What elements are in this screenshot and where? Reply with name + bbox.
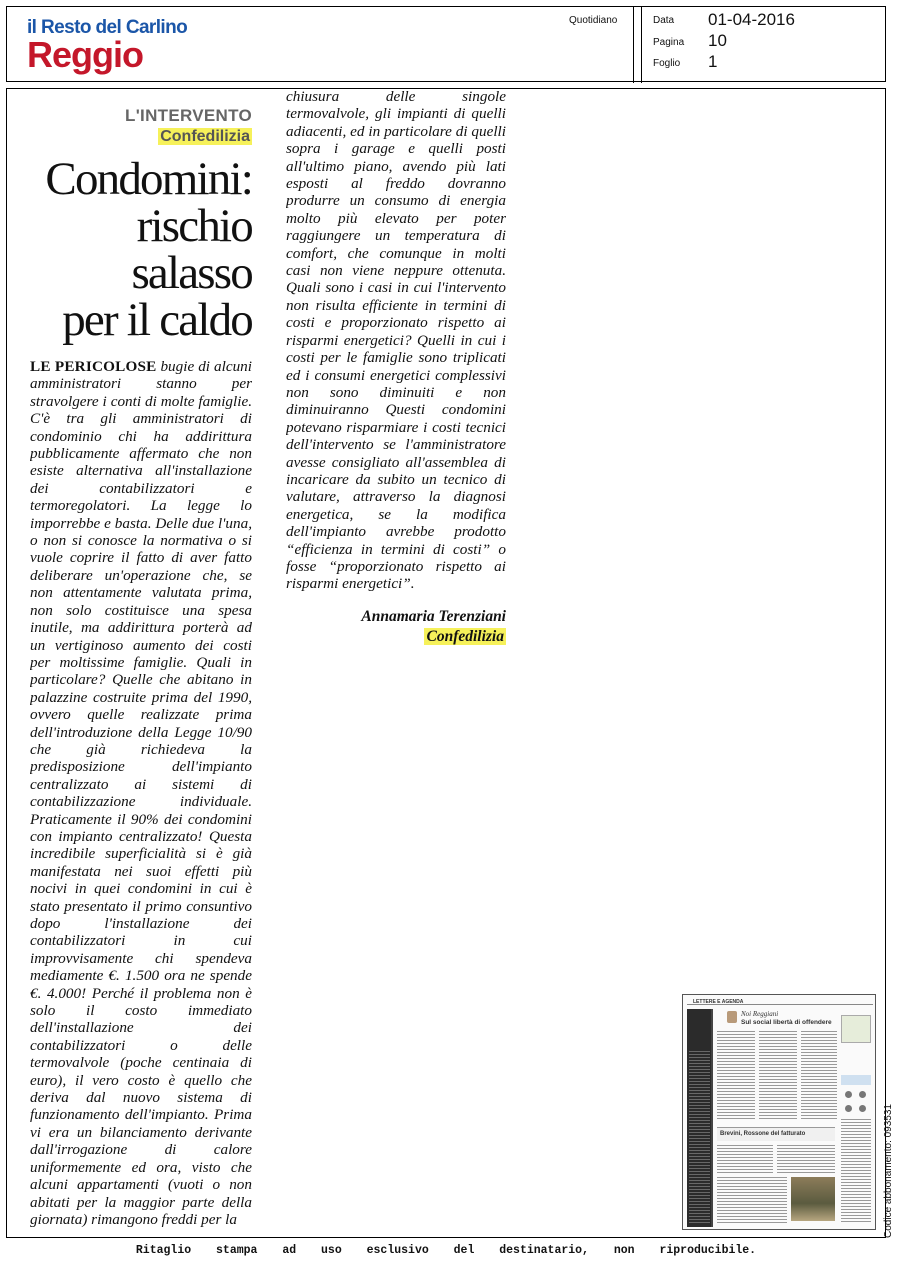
newspaper-logo-edition: Reggio bbox=[27, 34, 143, 75]
kicker-org-text: Confedilizia bbox=[160, 128, 250, 145]
column-2-text: chiusura delle singole termovalvole, gli impianti di quelli adiacenti, ed in particolare di quelli sopra i garage e quelli posti all'ultimo piano, avendo più lati esposti al freddo dovranno produrre un consumo di energia molto più elevato per poter raggiungere un temperatura di comfort, che comunque in molti casi non viene neppure ottenuta. Quali sono i casi in cui l'intervento non risulta efficiente in termini di costi e proporzionato rispetto ai risparmi energetici? Quelli in cui i costi per le famiglie sono triplicati ed i consumi energetici complessivi non sono diminuiti e non diminuiranno Questi condomini potevano risparmiare i costi tecnici dell'intervento se l'amministratore avesse consigliato all'assemblea di incaricare da subito un tecnico di valutare, attraverso la diagnosi energetica, se la modifica dell'impianto avrebbe prodotto “efficienza in termini di costi” o fosse “proporzionato rispetto ai risparmi energetici”. bbox=[286, 88, 506, 593]
header-divider bbox=[633, 7, 634, 83]
thumbnail-weather-icon bbox=[859, 1105, 866, 1112]
thumbnail-text-block bbox=[717, 1031, 755, 1121]
date-value: 01-04-2016 bbox=[708, 10, 795, 29]
clipping-disclaimer: Ritaglio stampa ad uso esclusivo del destinatario, non riproducibile. bbox=[135, 1244, 757, 1257]
thumbnail-section-bar bbox=[687, 998, 873, 1005]
thumbnail-weather-map bbox=[841, 1015, 871, 1043]
article-column-2 bbox=[286, 88, 506, 608]
page-label: Pagina bbox=[653, 37, 685, 48]
thumbnail-secondary-title: Brevini, Rossone del fatturato bbox=[720, 1131, 806, 1137]
article-kicker-org bbox=[120, 128, 252, 146]
clipping-header bbox=[6, 6, 886, 82]
thumbnail-author-photo bbox=[727, 1011, 737, 1023]
thumbnail-text-block bbox=[801, 1031, 837, 1121]
subscription-code: Codice abbonamento: 093531 bbox=[883, 1104, 894, 1238]
headline-line: rischio bbox=[136, 200, 252, 252]
thumbnail-text-block bbox=[841, 1119, 871, 1223]
sheet-label: Foglio bbox=[653, 58, 681, 69]
author-org bbox=[286, 628, 506, 646]
article-lead: LE PERICOLOSE bbox=[30, 358, 157, 375]
article-column-1 bbox=[30, 358, 252, 1234]
thumbnail-text-block bbox=[759, 1031, 797, 1121]
headline-line: salasso bbox=[131, 247, 252, 299]
thumbnail-text-block bbox=[717, 1177, 787, 1225]
author-name: Annamaria Terenziani bbox=[361, 608, 506, 625]
thumbnail-section-label: LETTERE E AGENDA bbox=[693, 999, 744, 1005]
thumbnail-column-edge bbox=[711, 1009, 713, 1227]
thumbnail-text-block bbox=[717, 1145, 773, 1173]
page-thumbnail bbox=[682, 994, 876, 1230]
thumbnail-photo bbox=[791, 1177, 835, 1221]
thumbnail-weather-icon bbox=[845, 1105, 852, 1112]
thumbnail-feature-title: Noi Reggiani bbox=[741, 1010, 779, 1018]
publication-type: Quotidiano bbox=[569, 15, 618, 26]
header-divider bbox=[641, 7, 642, 83]
date-label: Data bbox=[653, 15, 675, 26]
thumbnail-text-block bbox=[689, 1051, 710, 1225]
headline-line: per il caldo bbox=[62, 294, 252, 346]
thumbnail-weather-icon bbox=[859, 1091, 866, 1098]
thumbnail-weather-icon bbox=[845, 1091, 852, 1098]
article-kicker: L'INTERVENTO bbox=[125, 106, 252, 125]
article-headline bbox=[22, 153, 252, 346]
sheet-value: 1 bbox=[708, 52, 718, 71]
newspaper-logo-top: il Resto del Carlino bbox=[27, 17, 188, 38]
thumbnail-weather-strip bbox=[841, 1075, 871, 1085]
headline-line: Condomini: bbox=[45, 153, 252, 205]
thumbnail-feature-subtitle: Sul social libertà di offendere bbox=[741, 1019, 832, 1026]
column-1-text: bugie di alcuni amministratori stanno per stravolgere i conti di molte famiglie. C'è tra gli amministratori di condominio chi ha addirittura pubblicamente affermato che non esiste alternativa all'installazione dei contabilizzatori e termoregolatori. La legge lo imporrebbe e basta. Delle due l'una, o non si conosce la normativa o si vuole coprire il fatto di aver fatto deliberare un'operazione che, se non attentamente valutata prima, non solo costituisce una spesa inutile, ma addirittura porterà ad un vertiginoso aumento dei costi per moltissime famiglie. Quali in particolare? Quelle che abitano in palazzine costruite prima del 1990, ovvero quelle realizzate prima dell'introduzione della Legge 10/90 che già richiedeva la predisposizione dell'impianto centralizzato ai sistemi di contabilizzazione individuale. Praticamente il 90% dei condomini con impianto centralizzato! Questa incredibile superficialità si è già manifestata nei suoi effetti più nocivi in quei condomini in cui è stato presentato il primo consuntivo dopo l'installazione dei contabilizzatori in cui improvvisamente chi spendeva mediamente €. 1.500 ora ne spende €. 4.000! Perché il problema non è solo il costo immediato dell'installazione dei contabilizzatori o delle termovalvole (poche centinaia di euro), il vero costo è quello che deriva dal nuovo sistema di funzionamento dell'impianto. Prima vi era un bilanciamento derivante dall'irrogazione di calore uniformemente ed ora, visto che alcuni appartamenti (vuoti o non abitati per la maggior parte della giornata) rimangono freddi per la bbox=[30, 358, 252, 1228]
thumbnail-text-block bbox=[777, 1145, 835, 1173]
page-value: 10 bbox=[708, 31, 727, 50]
author-org-text: Confedilizia bbox=[426, 628, 504, 645]
thumbnail-headline-box bbox=[717, 1127, 835, 1141]
